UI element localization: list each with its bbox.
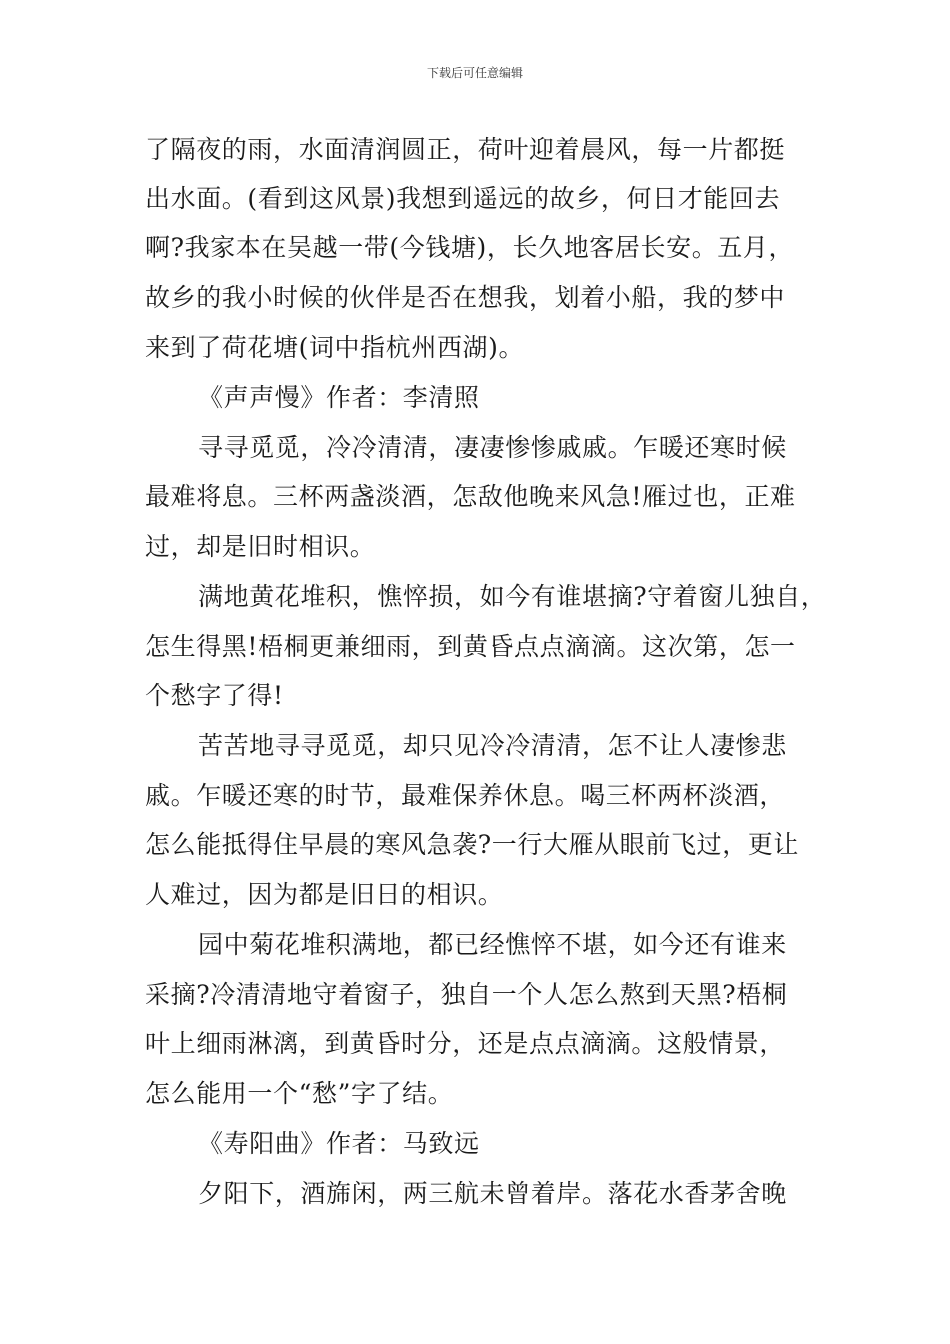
page-header: 下载后可任意编辑 xyxy=(426,66,523,80)
text-line: 过，却是旧时相识。 xyxy=(145,532,376,561)
text-line: 个愁字了得! xyxy=(145,681,284,710)
poem-title: 《寿阳曲》作者：马致远 xyxy=(198,1129,480,1158)
text-line: 怎生得黑!梧桐更兼细雨，到黄昏点点滴滴。这次第，怎一 xyxy=(145,632,796,661)
text-line: 最难将息。三杯两盏淡酒，怎敌他晚来风急!雁过也，正难 xyxy=(145,482,796,511)
text-line: 满地黄花堆积，憔悴损，如今有谁堪摘?守着窗儿独自， xyxy=(198,582,827,611)
text-line: 戚。乍暖还寒的时节，最难保养休息。喝三杯两杯淡酒， xyxy=(145,781,786,810)
text-line: 怎么能用一个“愁”字了结。 xyxy=(145,1079,454,1108)
text-line: 了隔夜的雨，水面清润圆正，荷叶迎着晨风，每一片都挺 xyxy=(145,135,786,164)
text-line: 来到了荷花塘(词中指杭州西湖)。 xyxy=(145,333,525,362)
text-line: 苦苦地寻寻觅觅，却只见冷冷清清，怎不让人凄惨悲 xyxy=(198,731,787,760)
poem-title: 《声声慢》作者：李清照 xyxy=(198,383,480,412)
text-line: 采摘?冷清清地守着窗子，独自一个人怎么熬到天黑?梧桐 xyxy=(145,980,788,1009)
text-line: 园中菊花堆积满地，都已经憔悴不堪，如今还有谁来 xyxy=(198,930,787,959)
text-line: 夕阳下，酒旆闲，两三航未曾着岸。落花水香茅舍晚 xyxy=(198,1179,787,1208)
text-line: 寻寻觅觅，冷冷清清，凄凄惨惨戚戚。乍暖还寒时候 xyxy=(198,433,787,462)
text-line: 人难过，因为都是旧日的相识。 xyxy=(145,880,504,909)
text-line: 怎么能抵得住早晨的寒风急袭?一行大雁从眼前飞过，更让 xyxy=(145,830,800,859)
text-line: 叶上细雨淋漓，到黄昏时分，还是点点滴滴。这般情景， xyxy=(145,1029,786,1058)
text-line: 啊?我家本在吴越一带(今钱塘)，长久地客居长安。五月， xyxy=(145,233,795,262)
text-line: 故乡的我小时候的伙伴是否在想我，划着小船，我的梦中 xyxy=(145,283,786,312)
text-line: 出水面。(看到这风景)我想到遥远的故乡，何日才能回去 xyxy=(145,184,781,213)
